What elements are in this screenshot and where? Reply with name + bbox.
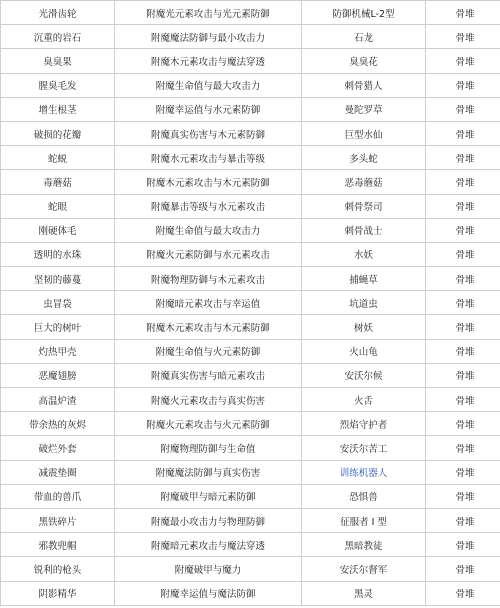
drop-source-cell: 刺骨猎人	[302, 73, 426, 97]
enchant-effect-cell: 附魔魔法防御与真实伤害	[115, 460, 302, 484]
item-name-cell: 透明的水珠	[1, 242, 115, 266]
drop-source-cell: 曼陀罗草	[302, 97, 426, 121]
item-name-cell: 带余热的灰烬	[1, 412, 115, 436]
enchant-effect-cell: 附魔真实伤害与暗元素攻击	[115, 363, 302, 387]
drop-source-cell: 征服者 I 型	[302, 508, 426, 532]
drop-type-cell: 骨堆	[426, 218, 500, 242]
table-row	[1, 242, 500, 266]
enchant-effect-cell: 附魔木元素攻击与魔法穿透	[115, 49, 302, 73]
drop-source-cell: 安沃尔候	[302, 363, 426, 387]
item-name-cell: 带血的兽爪	[1, 484, 115, 508]
drop-type-cell: 骨堆	[426, 49, 500, 73]
drop-type-cell: 骨堆	[426, 121, 500, 145]
enchant-effect-cell: 附魔光元素攻击与光元素防御	[115, 1, 302, 25]
item-name-cell: 蛇蜕	[1, 146, 115, 170]
enchant-effect-cell: 附魔生命值与最大攻击力	[115, 73, 302, 97]
drop-type-cell: 骨堆	[426, 363, 500, 387]
item-name-cell: 高温炉渣	[1, 388, 115, 412]
drop-type-cell: 骨堆	[426, 25, 500, 49]
table-row	[1, 581, 500, 605]
table-row	[1, 557, 500, 581]
drop-type-cell: 骨堆	[426, 388, 500, 412]
drop-source-cell: 安沃尔督军	[302, 557, 426, 581]
table-row	[1, 412, 500, 436]
drop-source-cell: 火山龟	[302, 339, 426, 363]
drop-source-cell: 坑道虫	[302, 291, 426, 315]
enchant-effect-cell: 附魔火元素攻击与真实伤害	[115, 388, 302, 412]
drop-source-cell: 捕蝇草	[302, 267, 426, 291]
drop-type-cell: 骨堆	[426, 508, 500, 532]
enchant-effect-cell: 附魔幸运值与水元素防御	[115, 97, 302, 121]
drop-source-cell: 多头蛇	[302, 146, 426, 170]
table-row	[1, 460, 500, 484]
drop-type-cell: 骨堆	[426, 533, 500, 557]
table-row	[1, 436, 500, 460]
table-row	[1, 508, 500, 532]
drop-source-cell: 防御机械L-2型	[302, 1, 426, 25]
drop-type-cell: 骨堆	[426, 242, 500, 266]
drop-source-cell: 臭臭花	[302, 49, 426, 73]
enchant-effect-cell: 附魔最小攻击力与物理防御	[115, 508, 302, 532]
item-name-cell: 臭臭果	[1, 49, 115, 73]
drop-source-cell: 巨型水仙	[302, 121, 426, 145]
table-row	[1, 49, 500, 73]
item-name-cell: 光滑齿轮	[1, 1, 115, 25]
drop-type-cell: 骨堆	[426, 194, 500, 218]
item-name-cell: 邪教兜帽	[1, 533, 115, 557]
drop-source-cell: 水妖	[302, 242, 426, 266]
table-row	[1, 25, 500, 49]
drop-type-cell: 骨堆	[426, 170, 500, 194]
item-name-cell: 毒蘑菇	[1, 170, 115, 194]
item-name-cell: 腥臭毛发	[1, 73, 115, 97]
enchant-effect-cell: 附魔破甲与魔力	[115, 557, 302, 581]
table-row	[1, 97, 500, 121]
drop-source-cell: 恐惧兽	[302, 484, 426, 508]
item-name-cell: 恶魔翅膀	[1, 363, 115, 387]
enchant-effect-cell: 附魔生命值与火元素防御	[115, 339, 302, 363]
drop-type-cell: 骨堆	[426, 97, 500, 121]
drop-type-cell: 骨堆	[426, 73, 500, 97]
item-name-cell: 虫冒袋	[1, 291, 115, 315]
table-row	[1, 363, 500, 387]
enchant-effect-cell: 附魔魔法防御与最小攻击力	[115, 25, 302, 49]
drop-source-cell: 火舌	[302, 388, 426, 412]
item-name-cell: 黑铁碎片	[1, 508, 115, 532]
enchant-effect-cell: 附魔真实伤害与木元素防御	[115, 121, 302, 145]
item-name-cell: 锐利的枪头	[1, 557, 115, 581]
item-name-cell: 减震垫圈	[1, 460, 115, 484]
drop-source-cell: 树妖	[302, 315, 426, 339]
enchant-effect-cell: 附魔暴击等级与水元素攻击	[115, 194, 302, 218]
item-name-cell: 蛇眼	[1, 194, 115, 218]
drop-source-cell: 黑暗教徒	[302, 533, 426, 557]
drop-table-body	[1, 1, 500, 606]
table-row	[1, 121, 500, 145]
item-name-cell: 阴影精华	[1, 581, 115, 605]
enchant-effect-cell: 附魔木元素攻击与木元素防御	[115, 170, 302, 194]
drop-source-cell: 安沃尔苦工	[302, 436, 426, 460]
drop-source-cell: 石龙	[302, 25, 426, 49]
table-row	[1, 170, 500, 194]
enchant-effect-cell: 附魔幸运值与魔法防御	[115, 581, 302, 605]
item-name-cell: 灼热甲壳	[1, 339, 115, 363]
enchant-effect-cell: 附魔破甲与暗元素防御	[115, 484, 302, 508]
table-row	[1, 1, 500, 25]
item-name-cell: 破损的花瓣	[1, 121, 115, 145]
table-row	[1, 194, 500, 218]
drop-type-cell: 骨堆	[426, 412, 500, 436]
table-row	[1, 146, 500, 170]
table-row	[1, 339, 500, 363]
table-row	[1, 484, 500, 508]
drop-source-cell: 黑灵	[302, 581, 426, 605]
drop-type-cell: 骨堆	[426, 484, 500, 508]
enchant-effect-cell: 附魔火元素攻击与火元素防御	[115, 412, 302, 436]
item-name-cell: 增生根茎	[1, 97, 115, 121]
drop-type-cell: 骨堆	[426, 315, 500, 339]
enchant-effect-cell: 附魔水元素攻击与暴击等级	[115, 146, 302, 170]
drop-source-cell: 刺骨战士	[302, 218, 426, 242]
drop-type-cell: 骨堆	[426, 1, 500, 25]
table-row	[1, 73, 500, 97]
drop-source-cell[interactable]: 训练机器人	[302, 460, 426, 484]
drop-type-cell: 骨堆	[426, 267, 500, 291]
item-name-cell: 破烂外套	[1, 436, 115, 460]
drop-type-cell: 骨堆	[426, 581, 500, 605]
enchant-effect-cell: 附魔物理防御与生命值	[115, 436, 302, 460]
drop-type-cell: 骨堆	[426, 339, 500, 363]
item-name-cell: 刚硬体毛	[1, 218, 115, 242]
enchant-effect-cell: 附魔暗元素攻击与魔法穿透	[115, 533, 302, 557]
drop-type-cell: 骨堆	[426, 291, 500, 315]
enchant-effect-cell: 附魔生命值与最大攻击力	[115, 218, 302, 242]
drop-source-cell: 刺骨祭司	[302, 194, 426, 218]
item-name-cell: 坚韧的藤蔓	[1, 267, 115, 291]
drop-source-cell: 烈焰守护者	[302, 412, 426, 436]
table-row	[1, 267, 500, 291]
drop-type-cell: 骨堆	[426, 460, 500, 484]
drop-source-cell: 恶毒蘑菇	[302, 170, 426, 194]
table-row	[1, 315, 500, 339]
table-row	[1, 388, 500, 412]
enchant-effect-cell: 附魔暗元素攻击与幸运值	[115, 291, 302, 315]
item-name-cell: 巨大的树叶	[1, 315, 115, 339]
drop-type-cell: 骨堆	[426, 557, 500, 581]
table-row	[1, 291, 500, 315]
item-name-cell: 沉重的岩石	[1, 25, 115, 49]
table-row	[1, 218, 500, 242]
enchant-effect-cell: 附魔物理防御与木元素攻击	[115, 267, 302, 291]
drop-type-cell: 骨堆	[426, 436, 500, 460]
enchant-effect-cell: 附魔木元素攻击与木元素防御	[115, 315, 302, 339]
table-row	[1, 533, 500, 557]
drop-type-cell: 骨堆	[426, 146, 500, 170]
enchant-effect-cell: 附魔火元素防御与水元素攻击	[115, 242, 302, 266]
